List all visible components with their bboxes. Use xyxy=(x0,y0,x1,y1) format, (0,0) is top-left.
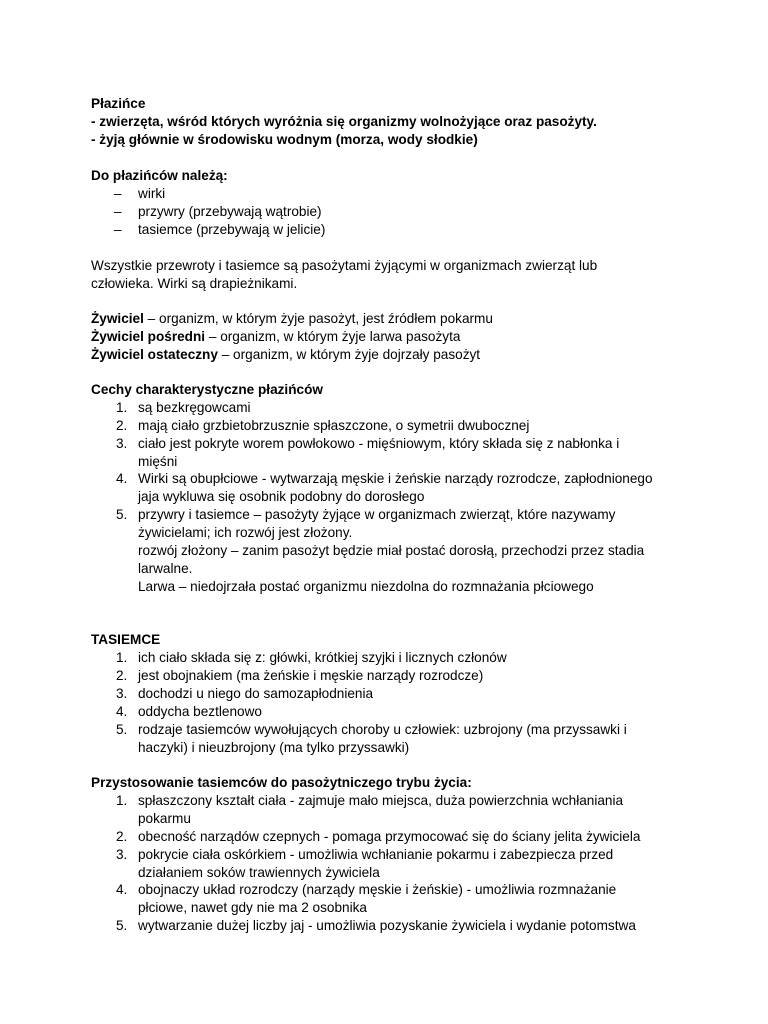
line-text: jaja wykluwa się osobnik podobny do dorosłego xyxy=(138,489,425,504)
bold-text: Przystosowanie tasiemców do pasożytniczego trybu życia: xyxy=(91,775,472,790)
text-line xyxy=(138,488,424,506)
line-text: przywry (przebywają wątrobie) xyxy=(138,204,322,219)
line-text: – organizm, w którym żyje pasożyt, jest źródłem pokarmu xyxy=(143,311,493,326)
line-text: larwalne. xyxy=(138,561,193,576)
text-line xyxy=(138,399,251,417)
line-text: ciało jest pokryte worem powłokowo - mięśniowym, który składa się z nabłonka i xyxy=(138,436,620,451)
text-line xyxy=(138,739,409,757)
line-text: żywicielami; ich rozwój jest złożony. xyxy=(138,525,353,540)
text-line xyxy=(138,810,191,828)
line-text: pokrycie ciała oskórkiem - umożliwia wchłanianie pokarmu i zabezpiecza przed xyxy=(138,847,614,862)
line-text: mają ciało grzbietobrzusznie spłaszczone, o symetrii dwubocznej xyxy=(138,418,530,433)
line-text: przywry i tasiemce – pasożyty żyjące w organizmach zwierząt, które nazywamy xyxy=(138,507,616,522)
line-text: płciowe, nawet gdy nie ma 2 osobnika xyxy=(138,900,367,915)
line-text: rodzaje tasiemców wywołujących choroby u człowiek: uzbrojony (ma przyssawki i xyxy=(138,722,627,737)
bold-text: Żywiciel pośredni xyxy=(91,329,206,344)
bold-text: Do płazińców należą: xyxy=(91,168,228,183)
text-line xyxy=(138,649,507,667)
line-text: mięśni xyxy=(138,454,178,469)
line-text: Wszystkie przewroty i tasiemce są pasożytami żyjącymi w organizmach zwierząt lub xyxy=(91,258,598,273)
line-text: spłaszczony kształt ciała - zajmuje mało miejsca, duża powierzchnia wchłaniania xyxy=(138,793,624,808)
line-text: człowieka. Wirki są drapieżnikami. xyxy=(91,276,298,291)
line-text: – organizm, w którym żyje dojrzały pasożyt xyxy=(217,347,481,362)
text-line xyxy=(91,328,460,346)
line-text: oddycha beztlenowo xyxy=(138,704,262,719)
line-text: wirki xyxy=(138,186,166,201)
text-line xyxy=(138,685,373,703)
text-line xyxy=(138,864,380,882)
text-line xyxy=(91,631,160,649)
text-line xyxy=(138,453,177,471)
list-marker: 4. xyxy=(116,704,128,719)
bold-text: - żyją głównie w środowisku wodnym (morza, wody słodkie) xyxy=(91,132,478,147)
bold-text: Płazińce xyxy=(91,96,146,111)
text-line xyxy=(138,899,367,917)
list-marker: 3. xyxy=(116,436,128,451)
list-marker: 5. xyxy=(116,918,128,933)
text-line xyxy=(138,721,627,739)
text-line xyxy=(91,95,145,113)
list-marker: 4. xyxy=(116,471,128,486)
text-line xyxy=(138,881,616,899)
line-text: są bezkręgowcami xyxy=(138,400,251,415)
text-line xyxy=(138,828,640,846)
text-line xyxy=(138,524,352,542)
list-marker: 2. xyxy=(116,418,128,433)
text-line xyxy=(138,792,623,810)
list-marker: 3. xyxy=(116,686,128,701)
list-marker: 4. xyxy=(116,882,128,897)
text-line xyxy=(138,506,615,524)
line-text: dochodzi u niego do samozapłodnienia xyxy=(138,686,374,701)
line-text: obecność narządów czepnych - pomaga przymocować się do ściany jelita żywiciela xyxy=(138,829,641,844)
text-line xyxy=(138,667,483,685)
text-line xyxy=(91,310,493,328)
text-line xyxy=(138,221,325,239)
text-line xyxy=(91,774,472,792)
text-line xyxy=(138,846,613,864)
text-line xyxy=(138,560,192,578)
text-line xyxy=(91,346,480,364)
list-marker: 3. xyxy=(116,847,128,862)
line-text: pokarmu xyxy=(138,811,191,826)
text-line xyxy=(138,917,636,935)
bold-text: Cechy charakterystyczne płazińców xyxy=(91,382,323,397)
text-line xyxy=(138,203,322,221)
line-text: – organizm, w którym żyje larwa pasożyta xyxy=(205,329,461,344)
text-line xyxy=(138,703,262,721)
line-text: haczyki) i nieuzbrojony (ma tylko przyssawki) xyxy=(138,740,410,755)
text-line xyxy=(138,542,644,560)
bold-text: Żywiciel ostateczny xyxy=(91,347,218,362)
text-line xyxy=(138,578,594,596)
bold-text: - zwierzęta, wśród których wyróżnia się organizmy wolnożyjące oraz pasożyty. xyxy=(91,114,597,129)
text-line xyxy=(138,417,529,435)
text-line xyxy=(138,185,165,203)
list-marker: 1. xyxy=(116,650,128,665)
bold-text: Żywiciel xyxy=(91,311,144,326)
text-line xyxy=(91,275,297,293)
line-text: jest obojnakiem (ma żeńskie i męskie narządy rozrodcze) xyxy=(138,668,484,683)
line-text: ich ciało składa się z: główki, krótkiej szyjki i licznych członów xyxy=(138,650,507,665)
line-text: wytwarzanie dużej liczby jaj - umożliwia pozyskanie żywiciela i wydanie potomstwa xyxy=(138,918,636,933)
list-marker: 2. xyxy=(116,829,128,844)
text-line xyxy=(91,381,323,399)
line-text: Wirki są obupłciowe - wytwarzają męskie i żeńskie narządy rozrodcze, zapłodnionego xyxy=(138,471,653,486)
line-text: rozwój złożony – zanim pasożyt będzie miał postać dorosłą, przechodzi przez stadia xyxy=(138,543,645,558)
list-marker: 1. xyxy=(116,400,128,415)
text-line xyxy=(91,257,597,275)
list-marker: – xyxy=(114,186,122,201)
list-marker: – xyxy=(114,204,122,219)
line-text: działaniem soków trawiennych żywiciela xyxy=(138,865,380,880)
line-text: obojnaczy układ rozrodczy (narządy męskie i żeńskie) - umożliwia rozmnażanie xyxy=(138,882,617,897)
list-marker: 5. xyxy=(116,722,128,737)
text-line xyxy=(138,435,619,453)
list-marker: 2. xyxy=(116,668,128,683)
list-marker: – xyxy=(114,222,122,237)
text-line xyxy=(91,113,597,131)
text-line xyxy=(91,131,478,149)
line-text: tasiemce (przebywają w jelicie) xyxy=(138,222,326,237)
bold-text: TASIEMCE xyxy=(91,632,161,647)
text-line xyxy=(91,167,228,185)
list-marker: 1. xyxy=(116,793,128,808)
text-line xyxy=(138,470,653,488)
list-marker: 5. xyxy=(116,507,128,522)
line-text: Larwa – niedojrzała postać organizmu niezdolna do rozmnażania płciowego xyxy=(138,579,594,594)
